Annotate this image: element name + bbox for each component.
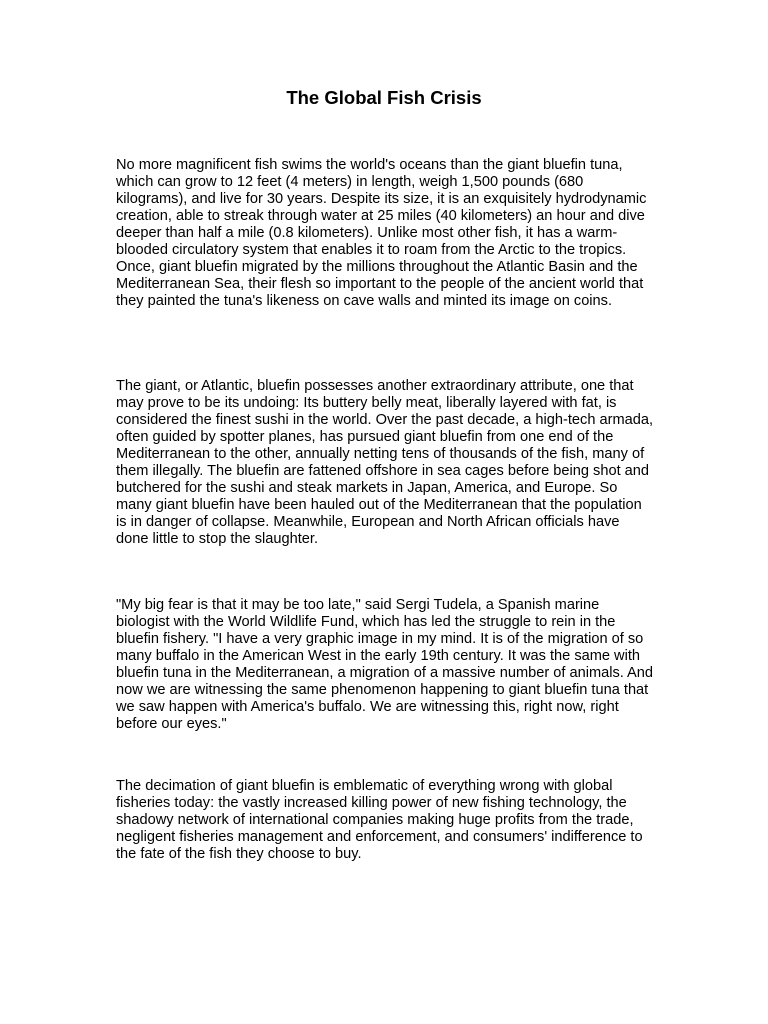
paragraph-2: The giant, or Atlantic, bluefin possesses another extraordinary attribute, one that may prove to be its undoing: Its buttery belly meat, liberally layered with fat, is considered the finest sushi in the world. Over the past decade, a high-tech armada, often guided by spotter planes, has pursued giant bluefin from one end of the Mediterranean to the other, annually netting tens of thousands of the fish, many of them illegally. The bluefin are fattened offshore in sea cages before being shot and butchered for the sushi and steak markets in Japan, America, and Europe. So many giant bluefin have been hauled out of the Mediterranean that the population is in danger of collapse. Meanwhile, European and North African officials have done little to stop the slaughter. [116,378,654,547]
paragraph-4: The decimation of giant bluefin is emblematic of everything wrong with global fisheries today: the vastly increased killing power of new fishing technology, the shadowy network of international companies making huge profits from the trade, negligent fisheries management and enforcement, and consumers' indifference to the fate of the fish they choose to buy. [116,778,643,862]
paragraph-1: No more magnificent fish swims the world's oceans than the giant bluefin tuna, which can grow to 12 feet (4 meters) in length, weigh 1,500 pounds (680 kilograms), and live for 30 years. Despite its size, it is an exquisitely hydrodynamic creation, able to streak through water at 25 miles (40 kilometers) an hour and dive deeper than half a mile (0.8 kilometers). Unlike most other fish, it has a warm-blooded circulatory system that enables it to roam from the Arctic to the tropics. Once, giant bluefin migrated by the millions throughout the Atlantic Basin and the Mediterranean Sea, their flesh so important to the people of the ancient world that they painted the tuna's likeness on cave walls and minted its image on coins. [116,157,647,309]
paragraph-3: "My big fear is that it may be too late," said Sergi Tudela, a Spanish marine biologist with the World Wildlife Fund, which has led the struggle to rein in the bluefin fishery. "I have a very graphic image in my mind. It is of the migration of so many buffalo in the American West in the early 19th century. It was the same with bluefin tuna in the Mediterranean, a migration of a massive number of animals. And now we are witnessing the same phenomenon happening to giant bluefin tuna that we saw happen with America's buffalo. We are witnessing this, right now, right before our eyes." [116,597,654,732]
document-title: The Global Fish Crisis [286,87,482,108]
